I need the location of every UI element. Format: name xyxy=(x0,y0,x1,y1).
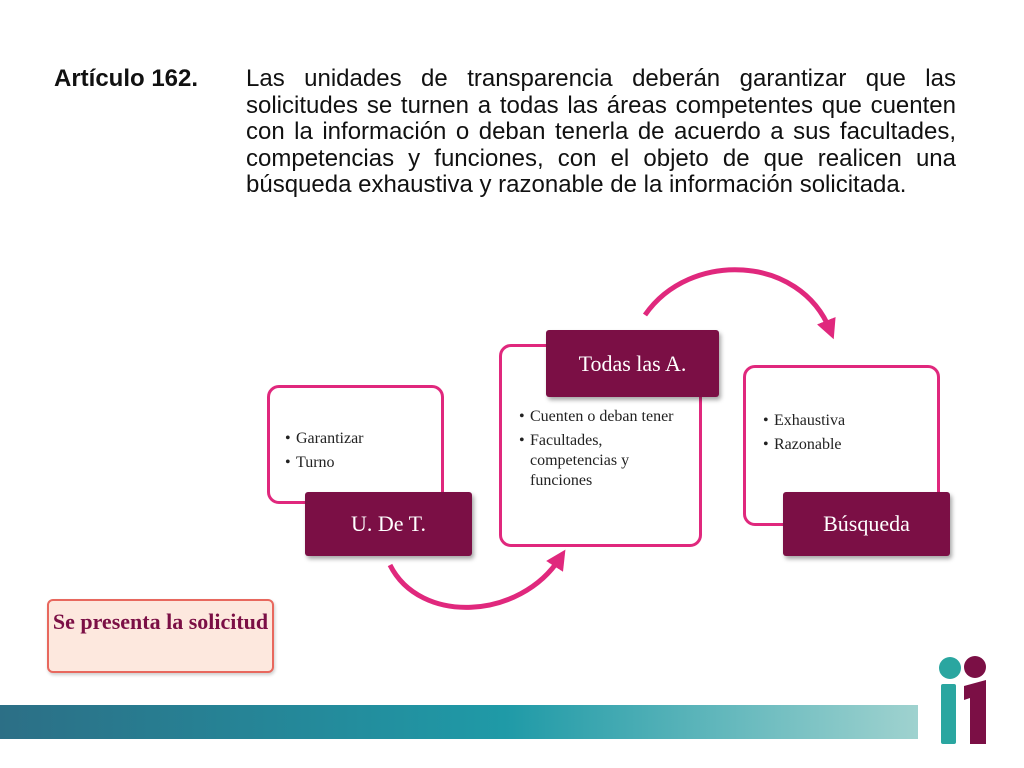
footer-band xyxy=(0,705,918,739)
step-1-item: • Turno xyxy=(285,453,435,473)
step-1-list xyxy=(285,429,435,477)
article-number: Artículo 162. xyxy=(54,65,199,92)
step-2-list xyxy=(519,407,691,495)
step-3-item: • Razonable xyxy=(763,435,933,455)
step-2-item: • Cuenten o deban tener xyxy=(519,407,691,427)
step-3-list xyxy=(763,411,933,459)
step-3-item: • Exhaustiva xyxy=(763,411,933,431)
step-1-label: U. De T. xyxy=(305,492,472,556)
step-3-label: Búsqueda xyxy=(783,492,950,556)
step-1-item: • Garantizar xyxy=(285,429,435,449)
step-2-item: • Facultades, competencias y funciones xyxy=(519,431,691,491)
arrow-to-todas xyxy=(390,558,560,607)
solicitud-callout: Se presenta la solicitud xyxy=(47,599,274,673)
institution-logo xyxy=(936,654,992,748)
article-body: Las unidades de transparencia deberán garantizar que las solicitudes se turnen a todas las áreas competentes que cuenten con la información o deban tenerla de acuerdo a sus facultades, competencias y funciones, con el objeto de que realicen una búsqueda exhaustiva y razonable de la información solicitada. xyxy=(246,65,956,198)
arrow-to-busqueda xyxy=(645,270,830,330)
step-2-label: Todas las A. xyxy=(546,330,719,397)
